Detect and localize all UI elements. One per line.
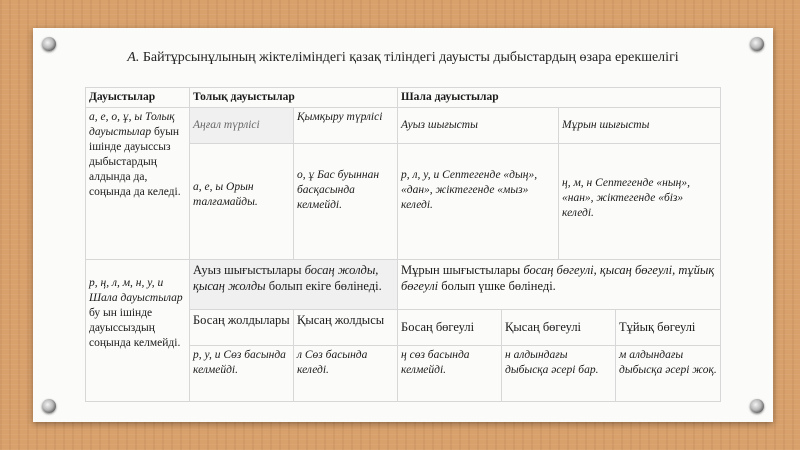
pin-icon: [750, 399, 764, 413]
header-vowels: Дауыстылар: [86, 88, 190, 108]
pin-icon: [42, 37, 56, 51]
value-closed-block: м алдындағы дыбысқа әсері жоқ.: [616, 346, 721, 402]
subheader-closed: Қымқыру түрлісі: [294, 108, 398, 144]
table-header-row: [86, 88, 721, 108]
value-tight-block: н алдындағы дыбысқа әсері бар.: [502, 346, 616, 402]
pin-icon: [42, 399, 56, 413]
label-closed-block: Тұйық бөгеулі: [616, 310, 721, 346]
cell-oral-desc: Ауыз шығыстылары босаң жолды, қысаң жолды болып екіге бөлінеді.: [190, 260, 398, 310]
label-loose-path: Босаң жолдылары: [190, 310, 294, 346]
header-half-vowels: Шала дауыстылар: [398, 88, 721, 108]
slide-card: [33, 28, 773, 422]
cell-nasal-desc: Мұрын шығыстылары босаң бөгеулі, қысаң бөгеулі, тұйық бөгеулі болып үшке бөлінеді.: [398, 260, 721, 310]
title-prefix: А.: [127, 50, 140, 65]
vowel-table: [85, 87, 721, 402]
label-loose-block: Босаң бөгеулі: [398, 310, 502, 346]
cell-full-vowels-desc: а, е, о, ұ, ы Толық дауыстылар буын ішінде дауыссыз дыбыстардың алдында да, соңында да келеді.: [86, 108, 190, 260]
table-subheader-row: [86, 108, 721, 144]
label-tight-path: Қысаң жолдысы: [294, 310, 398, 346]
header-full-vowels: Толық дауыстылар: [190, 88, 398, 108]
label-tight-block: Қысаң бөгеулі: [502, 310, 616, 346]
subheader-open: Аңғал түрлісі: [190, 108, 294, 144]
table-row-half-desc: [86, 260, 721, 310]
subheader-oral: Ауыз шығысты: [398, 108, 559, 144]
cell-open-values: а, е, ы Орын талғамайды.: [190, 144, 294, 260]
value-loose-path: р, у, и Сөз басында келмейді.: [190, 346, 294, 402]
title-text: Байтұрсынұлының жіктеліміндегі қазақ тіліндегі дауысты дыбыстардың өзара ерекшелігі: [142, 50, 679, 65]
subheader-nasal: Мұрын шығысты: [559, 108, 721, 144]
cell-oral-values: р, л, у, и Септегенде «дың», «дан», жіктегенде «мыз» келеді.: [398, 144, 559, 260]
page-title: [33, 50, 773, 66]
cell-nasal-values: ң, м, н Септегенде «ның», «нан», жіктегенде «біз» келеді.: [559, 144, 721, 260]
value-loose-block: ң сөз басында келмейді.: [398, 346, 502, 402]
cell-half-vowels-desc: р, ң, л, м, н, у, и Шала дауыстылар бу ын ішінде дауыссыздың соңында келмейді.: [86, 260, 190, 402]
cell-closed-values: о, ұ Бас буыннан басқасында келмейді.: [294, 144, 398, 260]
pin-icon: [750, 37, 764, 51]
value-tight-path: л Сөз басында келеді.: [294, 346, 398, 402]
